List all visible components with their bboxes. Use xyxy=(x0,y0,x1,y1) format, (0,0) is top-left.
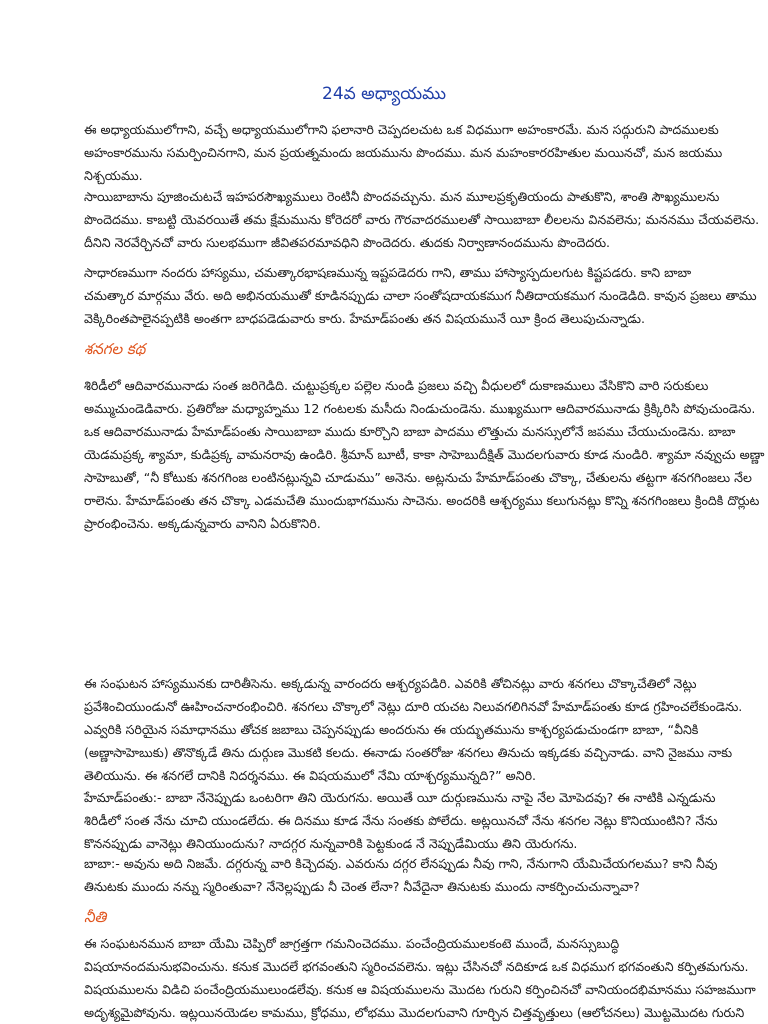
paragraph-line: బాబా:- అవును అది నిజమే. దగ్గరున్న వారి కిచ్చెదవు. ఎవరును దగ్గర లేనప్పుడు నీవు గాని, నేనుగాని యేమిచేయగలము? కాని నీవు xyxy=(84,856,718,871)
paragraph-8 xyxy=(84,932,756,1024)
paragraph-line: రాలెను. హేమాడ్‌పంతు తన చొక్కా ఎడమచేతి ముందుభాగమును సాచెను. అందరికి ఆశ్చర్యము కలుగునట్లు కొన్ని శనగగింజలు క్రిందికి దొర్లుట xyxy=(84,493,760,508)
paragraph-line: శిరిడీలో ఆదివారమునాడు సంత జరిగెడిది. చుట్టుప్రక్కల పల్లెల నుండి ప్రజలు వచ్చి వీధులలో దుకాణములు వేసికొని వారి సరుకులు xyxy=(84,378,709,393)
paragraph-line: పొందెదము. కాబట్టి యెవరయితే తమ క్షేమమును కోరెదరో వారు గౌరవాదరములతో సాయిబాబా లీలలను వినవలెను; మననము చేయవలెను. xyxy=(84,212,760,227)
paragraph-line: దీనిని నెరవేర్చినచో వారు సులభముగా జీవితపరమావధిని పొందెదరు. తుదకు నిర్వాణానందమును పొందెదరు. xyxy=(84,235,611,250)
paragraph-line: సాయిబాబాను పూజించుటచే ఇహపరసౌఖ్యములు రెంటినీ పొందవచ్చును. మన మూలప్రకృతియందు పాతుకొని, శాంతి సౌఖ్యములను xyxy=(84,189,720,204)
paragraph-line: అమ్ముచుండెడివారు. ప్రతిరోజు మధ్యాహ్నము 12 గంటలకు మసీదు నిండుచుండెను. ముఖ్యముగా ఆదివారమునాడు క్రిక్కిరిసి పోవుచుండెను. xyxy=(84,401,756,416)
paragraph-line: తినుటకు ముందు నన్ను స్మరింతువా? నేనెల్లప్పుడు నీ చెంత లేనా? నీవేదైనా తినుటకు ముందు నాకర్పించుచున్నావా? xyxy=(84,879,640,894)
paragraph-line: ఒక ఆదివారమునాడు హేమాడ్‌పంతు సాయిబాబా ముదు కూర్చొని బాబా పాదము లొత్తుచు మనస్సులోనే జపము చేయుచుండెను. బాబా xyxy=(84,424,736,439)
paragraph-line: తెలియును. ఈ శనగలే దానికి నిదర్శనము. ఈ విషయములో నేమి యాశ్చర్యమున్నది?” అనిరి. xyxy=(84,768,537,783)
paragraph-line: యెడమప్రక్క శ్యామా, కుడిప్రక్క వామనరావు ఉండిరి. శ్రీమాన్ బూటీ, కాకా సాహెబుదీక్షిత్ మొదలగువారు కూడ నుండిరి. శ్యామా నవ్వుచు అణ్ణా xyxy=(84,447,765,462)
paragraph-line: ఎవ్వరికి సరియైన సమాధానము తోచక జబాబు చెప్పనప్పుడు అందరును ఈ యద్భుతమును కాశ్చర్యపడుచుండగా బాబా, “వీనికి xyxy=(84,722,699,737)
paragraph-line: అదృశ్యమైపోవును. ఇట్లయినయెడల కామము, క్రోధము, లోభము మొదలగువాని గూర్చిన చిత్తవృత్తులు (ఆలోచనలు) మొట్టమొదట గురుని xyxy=(84,1005,745,1020)
paragraph-line: ఈ అధ్యాయములోగాని, వచ్చే అధ్యాయములోగాని ఫలానారి చెప్పదలచుట ఒక విధముగా అహంకారమే. మన సద్గురుని పాదములకు xyxy=(84,122,719,137)
paragraph-2 xyxy=(84,185,760,254)
paragraph-line: కొననప్పుడు వానెట్లు తినియుందును? నాదగ్గర నున్నవారికి పెట్టకుండ నే నెప్పుడేమియు తిని యెరుగను. xyxy=(84,836,578,851)
paragraph-line: ఈ సంఘటనమున బాబా యేమి చెప్పిరో జాగ్రత్తగా గమనించెదము. పంచేంద్రియములకంటె ముందే, మనస్సుబుద్ధి xyxy=(84,936,620,951)
section-heading-moral: నీతి xyxy=(84,908,107,926)
paragraph-line: సాహెబుతో, “నీ కోటుకు శనగగింజ లంటినట్లున్నవి చూడుము” అనెను. అట్లనుచు హేమాడ్‌పంతు చొక్కా, చేతులను తట్టగా శనగగింజలు నేల xyxy=(84,470,752,485)
paragraph-line: చమత్కార మార్గము వేరు. అది అభినయముతో కూడినప్పుడు చాలా సంతోషదాయకముగ నీతిదాయకముగ నుండెడిది. కావున ప్రజలు తాము xyxy=(84,288,757,303)
paragraph-line: విషయానందమనుభవించును. కనుక మొదలే భగవంతుని స్మరించవలెను. ఇట్లు చేసినచో నదికూడ ఒక విధముగ భగవంతుని కర్పితమగును. xyxy=(84,959,749,974)
paragraph-line: (అణ్ణాసాహెబుకు) తొనొక్కడే తిను దుర్గుణ మొకటి కలదు. ఈనాడు సంతరోజు శనగలు తినుచు ఇక్కడకు వచ్చినాడు. వాని నైజము నాకు xyxy=(84,745,733,760)
paragraph-7 xyxy=(84,852,718,898)
paragraph-line: హేమాడ్‌పంతు:- బాబా నేనెప్పుడు ఒంటరిగా తిని యెరుగను. అయితే యీ దుర్గుణమును నాపై నేల మోపెదవు? ఈ నాటికి ఎన్నడును xyxy=(84,790,716,805)
paragraph-line: వెక్కిరింతపాలైనప్పటికి అంతగా బాధపడెడువారు కారు. హేమాడ్‌పంతు తన విషయమునే యీ క్రింద తెలుపుచున్నాడు. xyxy=(84,311,645,326)
paragraph-1 xyxy=(84,118,723,187)
paragraph-3 xyxy=(84,261,757,330)
paragraph-line: శిరిడీలో సంత నేను చూచి యుండలేదు. ఈ దినము కూడ నేను సంతకు పోలేదు. అట్లయినచో నేను శనగల నెట్లు కొనియుంటిని? నేను xyxy=(84,813,718,828)
paragraph-5 xyxy=(84,672,743,787)
paragraph-line: నిశ్చయము. xyxy=(84,168,143,183)
paragraph-line: ఈ సంఘటన హాస్యమునకు దారితీసెను. అక్కడున్న వారందరు ఆశ్చర్యపడిరి. ఎవరికి తోచినట్లు వారు శనగలు చొక్కాచేతిలో నెట్లు xyxy=(84,676,697,691)
paragraph-line: ప్రవేశించియుండునో ఊహించనారంభించిరి. శనగలు చొక్కాలో నెట్లు దూరి యచట నిలువగలిగినవో హేమాడ్‌పంతు కూడ గ్రహించలేకుండెను. xyxy=(84,699,743,714)
paragraph-line: ప్రారంభించెను. అక్కడున్నవారు వానిని ఏరుకొనిరి. xyxy=(84,516,321,531)
paragraph-line: విషయములను విడిచి పంచేంద్రియములుండలేవు. కనుక ఆ విషయములను మొదట గురుని కర్పించినచో వానియందభిమానము సహజముగా xyxy=(84,982,756,997)
chapter-title: 24వ అధ్యాయము xyxy=(322,84,446,104)
paragraph-line: అహంకారమును సమర్పించినగాని, మన ప్రయత్నమందు జయమును పొందము. మన మహంకారరహితుల మయినచో, మన జయము xyxy=(84,145,723,160)
paragraph-4 xyxy=(84,374,765,535)
section-heading-chickpeas-story: శనగల కథ xyxy=(84,340,146,358)
paragraph-line: సాధారణముగా నందరు హాస్యము, చమత్కారభాషణమున్న ఇష్టపడెదరు గాని, తాము హాస్యాస్పదులగుట కిష్టపడరు. కాని బాబా xyxy=(84,265,692,280)
paragraph-6 xyxy=(84,786,718,855)
